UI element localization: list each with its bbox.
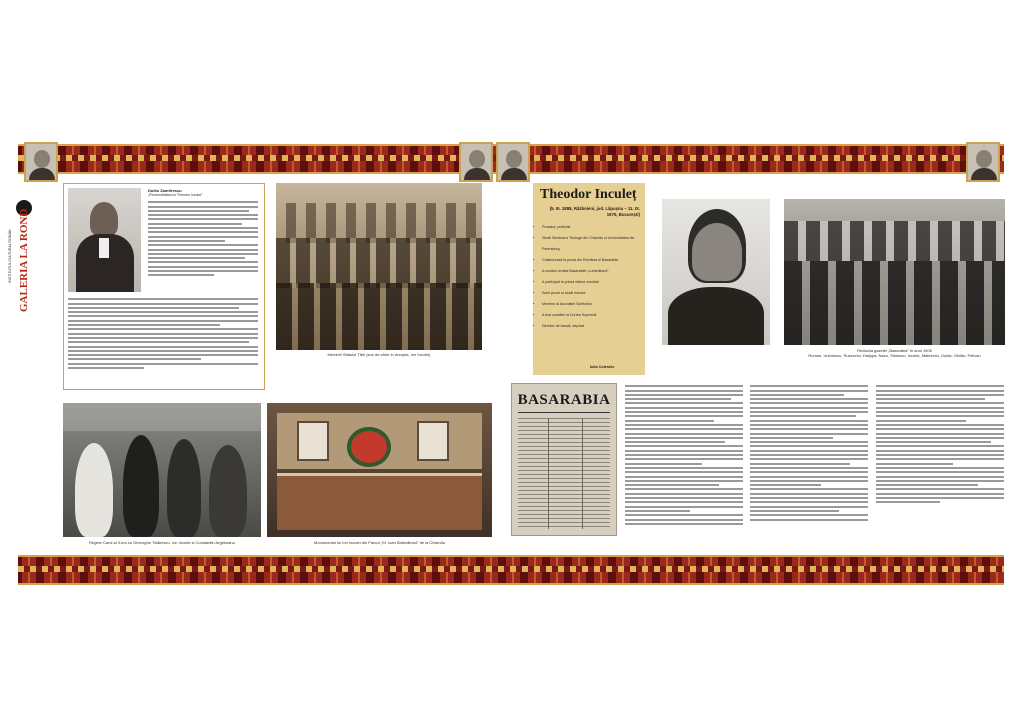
logo-subtitle: INSTITUTUL CULTURAL ROMÂN: [8, 229, 12, 283]
bullet-item: • Prozator, publicist: [542, 222, 646, 233]
ornamental-band-bottom: [18, 555, 1004, 585]
bullet-item: • A participat la primul război mondial: [542, 277, 646, 288]
title-dates: (5. III. 1888, Războieni, jud. Lăpușna – 11. IX. 1975, București): [549, 206, 640, 217]
newspaper-masthead: BASARABIA: [517, 392, 611, 408]
article-column-3: [876, 383, 1004, 536]
bio-text-full-width: [68, 296, 258, 384]
bullet-item: • Scrie proze și studii istorice: [542, 288, 646, 299]
bio-subheading: „Personalitatea lui Theodor Inculeț”: [148, 193, 203, 197]
newspaper-basarabia-image: [511, 383, 617, 536]
bullet-item: • Membru al Asociației Scriitorilor: [542, 299, 646, 310]
portrait-left: [24, 142, 58, 182]
inculet-portrait-photo: [662, 199, 770, 345]
bullet-item: • A condus revista Basarabiei „Luminătorul”: [542, 266, 646, 277]
gazeta-caption: Redacția gazetei „Basarabia” în anul 1906: [857, 348, 932, 353]
regele-carol-photo: [63, 403, 261, 537]
galeria-logo: [8, 200, 38, 312]
bullet-item: • Director de bancă, deputat: [542, 321, 646, 332]
zamfirescu-portrait-photo: [68, 188, 141, 292]
portrait-center-right: [496, 142, 530, 182]
bio-bullet-list: [537, 222, 646, 332]
author-signature: Iulia Colesnic: [590, 365, 615, 369]
gazeta-caption-names: Ruman, Ursinescu, Russovici, Halippa, Nazu, Stinescu, Inculeț, Mateevici, Gulda, Vârlău, Pelivan: [808, 353, 981, 358]
portrait-right: [966, 142, 1000, 182]
logo-text: GALERIA LA ROND: [18, 208, 30, 312]
gazeta-redactia-photo: [784, 199, 1005, 345]
bio-heading: Duiliu Zamfirescu: [148, 188, 182, 193]
regele-carol-caption: Regele Carol al II-lea cu Gheorghe Tătărescu, Ion Inculeț și Constantin Argetoianu: [89, 540, 235, 545]
memorial-photo: [267, 403, 492, 537]
sfatul-tarii-group-photo: [276, 183, 482, 350]
bullet-item: • A fost consilier la Curtea Supremă: [542, 310, 646, 321]
bullet-item: • Colaborează la presa din România și Basarabia: [542, 255, 646, 266]
page-title: Theodor Inculeț: [540, 187, 637, 202]
group-photo-caption: Membrii Sfatului Țării (sus de către în dreapta, Ion Inculeț): [327, 352, 431, 357]
article-column-2: [750, 383, 868, 536]
bullet-item: • Studii Seminarul Teologic din Chișinău și Universitatea din Petersburg: [542, 233, 646, 255]
portrait-center-left: [459, 142, 493, 182]
bio-text-right-column: [148, 199, 258, 292]
article-column-1: [625, 383, 743, 536]
memorial-caption: Monumentul lui Ion Inculeț din Parcul „Sf. Ioan Botezătorul” de la Chișinău: [314, 540, 445, 545]
